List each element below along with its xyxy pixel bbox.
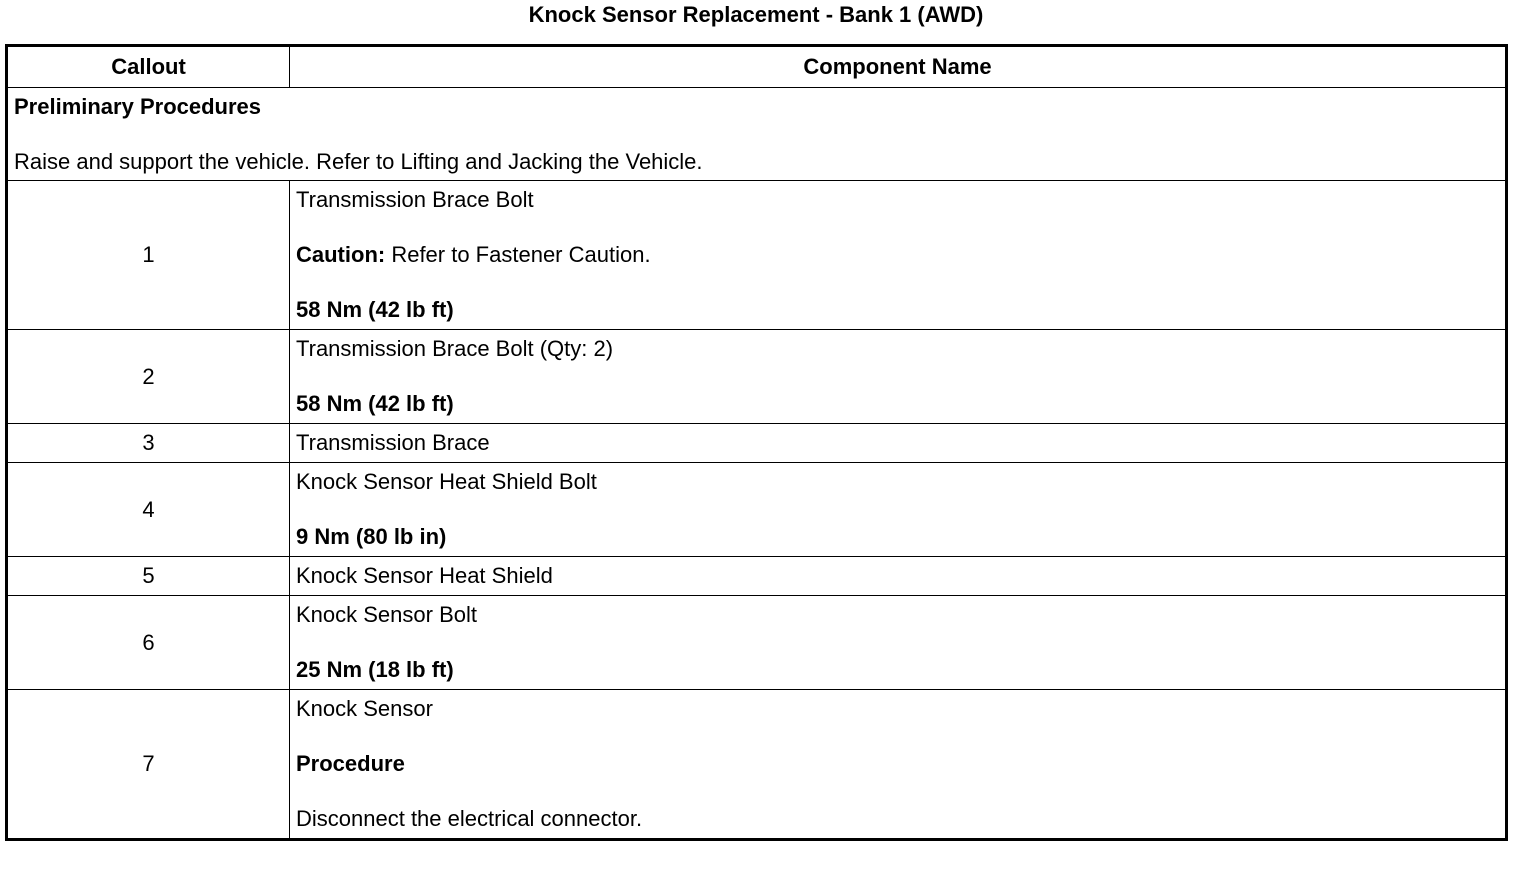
component-cell	[290, 690, 1507, 840]
table-row	[7, 424, 1507, 463]
caution-line	[296, 242, 1499, 268]
table-row	[7, 463, 1507, 557]
callout-cell: 6	[7, 596, 290, 690]
component-cell	[290, 424, 1507, 463]
table-header-row	[7, 46, 1507, 88]
table-row	[7, 330, 1507, 424]
preliminary-heading: Preliminary Procedures	[14, 94, 262, 119]
callout-cell: 1	[7, 181, 290, 330]
component-name: Transmission Brace Bolt	[296, 187, 534, 212]
table-row	[7, 181, 1507, 330]
table-row	[7, 690, 1507, 840]
procedure-text: Disconnect the electrical connector.	[296, 806, 643, 831]
procedure-table	[5, 44, 1508, 841]
torque-spec: 25 Nm (18 lb ft)	[296, 657, 454, 682]
torque-spec: 9 Nm (80 lb in)	[296, 524, 447, 549]
component-name: Knock Sensor Bolt	[296, 602, 477, 627]
page-title: Knock Sensor Replacement - Bank 1 (AWD)	[528, 2, 984, 27]
component-cell	[290, 330, 1507, 424]
table-row	[7, 557, 1507, 596]
component-cell	[290, 557, 1507, 596]
callout-cell: 4	[7, 463, 290, 557]
callout-cell: 7	[7, 690, 290, 840]
component-cell	[290, 463, 1507, 557]
callout-cell: 2	[7, 330, 290, 424]
caution-label: Caution:	[296, 242, 386, 267]
torque-spec: 58 Nm (42 lb ft)	[296, 391, 454, 416]
component-name: Knock Sensor Heat Shield Bolt	[296, 469, 597, 494]
preliminary-row	[7, 88, 1507, 181]
preliminary-text: Raise and support the vehicle. Refer to Lifting and Jacking the Vehicle.	[14, 149, 703, 174]
caution-text: Refer to Fastener Caution.	[385, 242, 651, 267]
component-name: Knock Sensor Heat Shield	[296, 563, 553, 588]
callout-cell: 5	[7, 557, 290, 596]
component-name: Transmission Brace	[296, 430, 490, 455]
component-name: Knock Sensor	[296, 696, 433, 721]
torque-spec: 58 Nm (42 lb ft)	[296, 297, 454, 322]
table-row	[7, 596, 1507, 690]
preliminary-cell	[7, 88, 1507, 181]
component-cell	[290, 181, 1507, 330]
component-name: Transmission Brace Bolt (Qty: 2)	[296, 336, 614, 361]
column-header-callout: Callout	[7, 46, 290, 88]
callout-cell: 3	[7, 424, 290, 463]
column-header-component-name: Component Name	[290, 46, 1507, 88]
procedure-label: Procedure	[296, 751, 405, 776]
component-cell	[290, 596, 1507, 690]
